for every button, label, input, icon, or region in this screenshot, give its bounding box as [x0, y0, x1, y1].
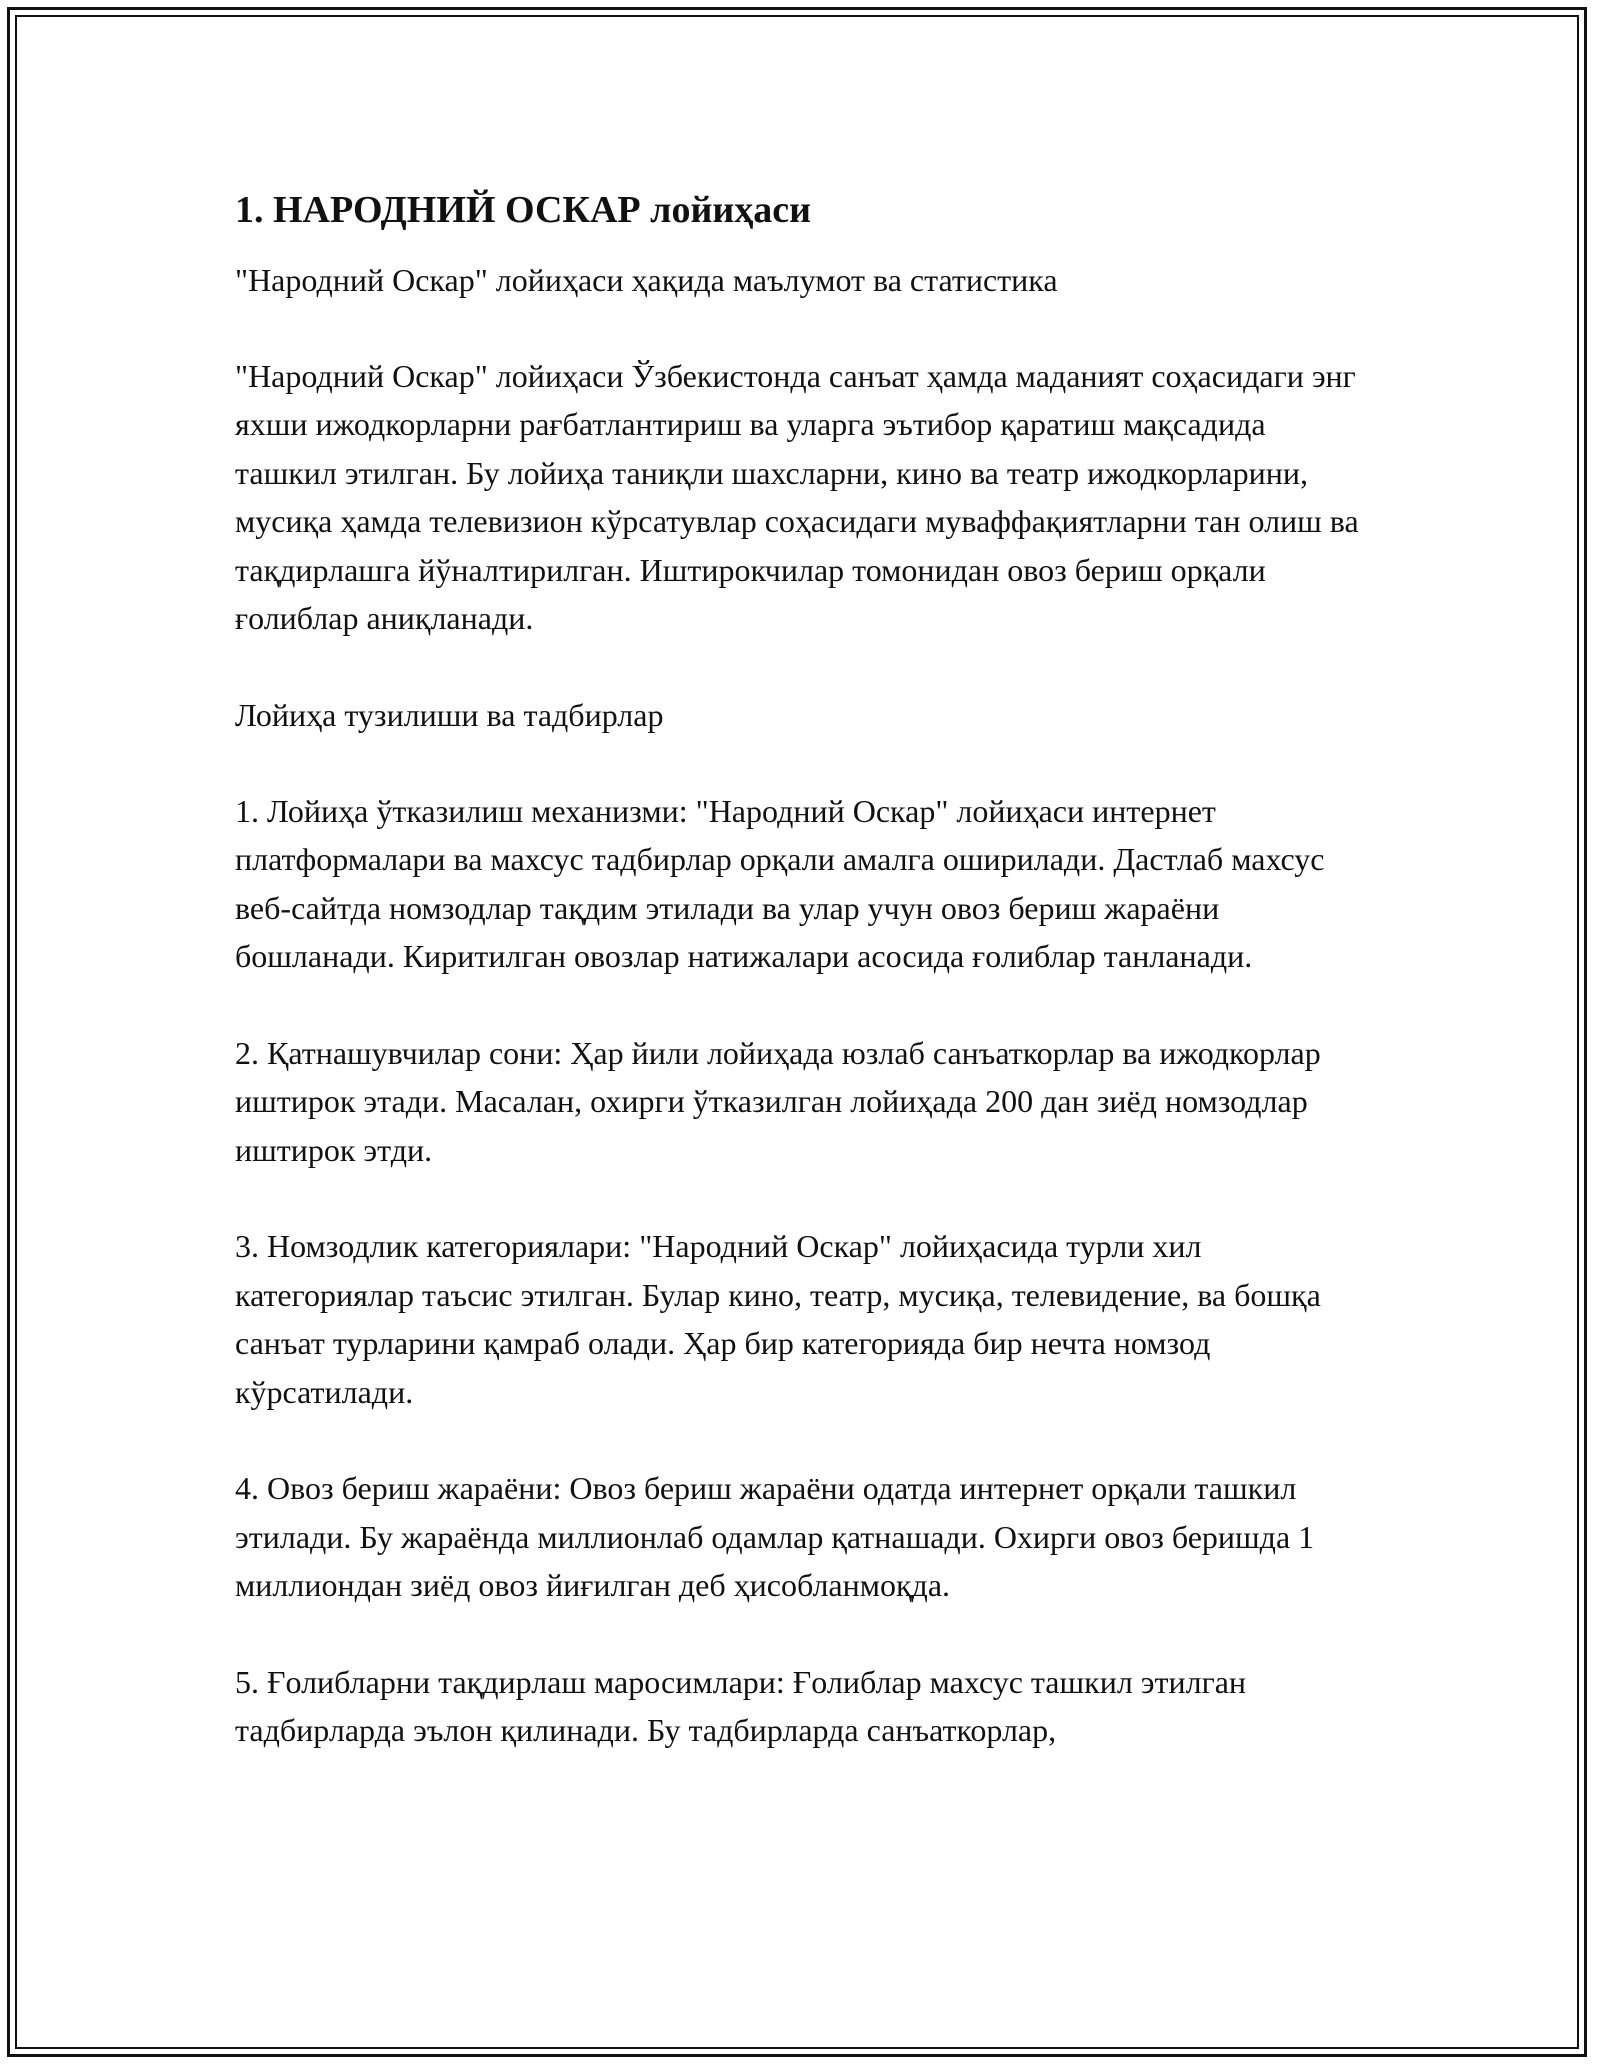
list-item-2: 2. Қатнашувчилар сони: Ҳар йили лойиҳада юзлаб санъаткорлар ва ижодкорлар иштирок этади. Масалан, охирги ўтказилган лойиҳада 200 дан зиёд номзодлар иштирок этди.: [235, 1034, 1321, 1168]
list-item-3: 3. Номзодлик категориялари: "Народний Оскар" лойиҳасида турли хил категориялар таъсис этилган. Булар кино, театр, мусиқа, телевидение, ва бошқа санъат турларини қамраб олади. Ҳар бир категорияда бир нечта номзод кўрсатилади.: [235, 1228, 1321, 1410]
list-item-5: 5. Ғолибларни тақдирлаш маросимлари: Ғолиблар махсус ташкил этилган тадбирларда эълон қилинади. Бу тадбирларда санъаткорлар,: [235, 1663, 1247, 1749]
document-body: [235, 180, 1375, 1755]
document-subtitle: "Народний Оскар" лойиҳаси ҳақида маълумот ва статистика: [235, 261, 1058, 298]
intro-paragraph: "Народний Оскар" лойиҳаси Ўзбекистонда санъат ҳамда маданият соҳасидаги энг яхши ижодкорларни рағбатлантириш ва уларга эътибор қаратиш мақсадида ташкил этилган. Бу лойиҳа таниқли шахсларни, кино ва театр ижодкорларини, мусиқа ҳамда телевизион кўрсатувлар соҳасидаги муваффақиятларни тан олиш ва тақдирлашга йўналтирилган. Иштирокчилар томонидан овоз бериш орқали ғолиблар аниқланади.: [235, 357, 1359, 637]
section-heading: Лойиҳа тузилиши ва тадбирлар: [235, 696, 664, 733]
list-item-4: 4. Овоз бериш жараёни: Овоз бериш жараёни одатда интернет орқали ташкил этилади. Бу жараёнда миллионлаб одамлар қатнашади. Охирги овоз беришда 1 миллиондан зиёд овоз йиғилган деб ҳисобланмоқда.: [235, 1470, 1315, 1604]
list-item-1: 1. Лойиҳа ўтказилиш механизми: "Народний Оскар" лойиҳаси интернет платформалари ва махсус тадбирлар орқали амалга оширилади. Дастлаб махсус веб-сайтда номзодлар тақдим этилади ва улар учун овоз бериш жараёни бошланади. Киритилган овозлар натижалари асосида ғолиблар танланади.: [235, 792, 1325, 975]
document-title: 1. НАРОДНИЙ ОСКАР лойиҳаси: [235, 189, 812, 231]
